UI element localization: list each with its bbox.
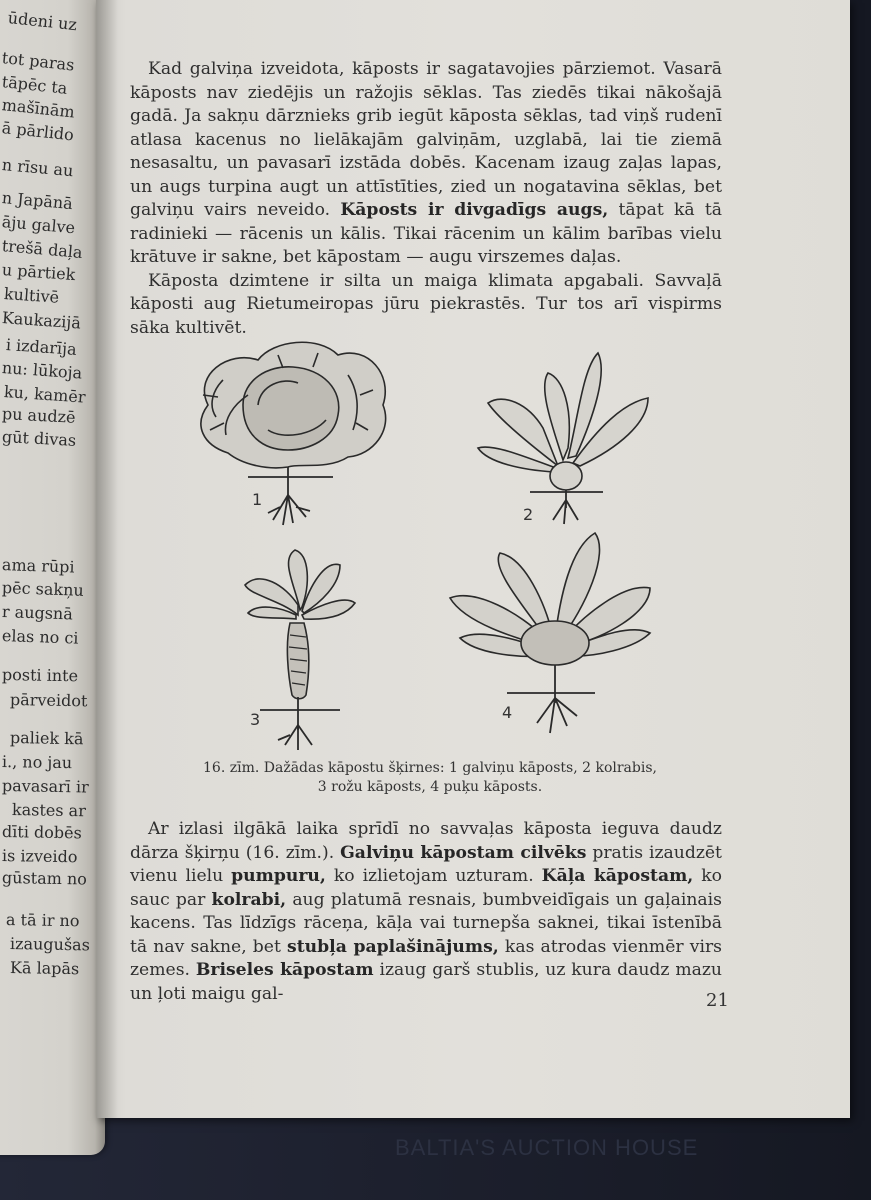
second-paragraph: Kāposta dzimtene ir silta un maiga klimata apgabali. Savvaļā kāposti aug Rietumeiropas jūru piekrastēs. Tur tos arī vispirms sāka kultivēt.: [130, 270, 722, 338]
kohlrabi-illustration: [468, 348, 663, 528]
bottom-text-4: ko sauc par: [130, 866, 723, 910]
figure-label-1: 1: [252, 490, 263, 509]
top-paragraph-end: tāpat kā tā radinieki — rācenis un kālis. Tikai rācenim un kālim barības vielu krātuve ir sakne, bet kāpostam — augu virszemes daļas.: [130, 200, 723, 267]
left-page-line: r augsnā: [1, 602, 74, 624]
left-page: [0, 0, 105, 1155]
bottom-bold-5: stubļa paplašinājums,: [287, 936, 499, 957]
left-page-line: ku, kamēr: [3, 382, 87, 407]
left-page-line: āju galve: [1, 212, 76, 238]
top-paragraph: [130, 58, 722, 340]
left-page-line: nu: lūkoja: [1, 358, 83, 383]
left-page-line: i., no jau: [1, 752, 73, 773]
bottom-bold-1: Galviņu kāpostam cilvēks: [340, 842, 587, 863]
bottom-text-1: Ar izlasi ilgākā laika sprīdī no savvaļas kāposta ieguva daudz dārza šķirņu (16. zīm.).: [130, 819, 722, 863]
bold-biennial-phrase: Kāposts ir divgadīgs augs,: [340, 200, 609, 220]
page-gutter-shadow: [96, 0, 118, 1118]
caption-line-1: 16. zīm. Dažādas kāpostu šķirnes: 1 galviņu kāposts, 2 kolrabis,: [203, 760, 657, 776]
left-page-line: tot paras: [1, 48, 76, 75]
left-page-line: trešā daļa: [1, 236, 84, 263]
left-page-line: mašīnām: [1, 95, 76, 122]
figure-label-2: 2: [523, 505, 534, 524]
left-page-line: pavasarī ir: [1, 776, 89, 797]
bottom-text-5: aug platumā resnais, bumbveidīgais un gaļainais kacens. Tas līdzīgs rāceņa, kāļa vai turnepša saknei, tikai īstenībā tā nav sakne, bet: [130, 889, 722, 957]
left-page-line: kastes ar: [11, 800, 86, 821]
left-page-line: gūt divas: [1, 427, 77, 450]
left-page-line: n rīsu au: [1, 155, 75, 181]
left-page-line: pu audzē: [1, 404, 77, 427]
left-page-line: pēc sakņu: [1, 578, 85, 600]
left-page-line: Kā lapās: [9, 958, 80, 979]
left-page-line: gūstam no: [1, 868, 88, 889]
left-page-line: elas no ci: [1, 626, 79, 648]
top-paragraph-text: Kad galviņa izveidota, kāposts ir sagatavojies pārziemot. Vasarā kāposts nav ziedējis un ražojis sēklas. Tas ziedēs tikai nākošajā gadā. Ja sakņu dārznieks grib iegūt kāposta sēklas, tad viņš rudenī atlasa kacenus no lielākajām galviņām, uzglabā, lai tie ziemā nesasaltu, un pavasarī izstāda dobēs. Kacenam izaug zaļas lapas, un augs turpina augt un attīstīties, zied un nogatavina sēklas, bet galviņu vairs neveido.: [130, 59, 722, 220]
bottom-text-6: kas atrodas vienmēr virs zemes.: [130, 936, 722, 980]
left-page-line: posti inte: [1, 665, 79, 686]
figure-label-3: 3: [250, 710, 261, 729]
figure-label-4: 4: [502, 703, 513, 722]
left-page-line: paliek kā: [9, 728, 84, 749]
left-page-line: ūdeni uz: [7, 8, 78, 35]
left-page-line: Kaukazijā: [1, 308, 82, 333]
page-number: 21: [706, 990, 729, 1011]
bottom-paragraph: [130, 818, 722, 1006]
bottom-text-3: ko izlietojam uzturam.: [333, 866, 534, 886]
caption-line-2: 3 rožu kāposts, 4 puķu kāposts.: [317, 779, 543, 795]
left-page-line: kultivē: [3, 284, 60, 307]
left-page-line: tāpēc ta: [1, 72, 69, 98]
bottom-bold-6: Briseles kāpostam: [195, 960, 374, 980]
left-page-line: u pārtiek: [1, 260, 77, 285]
left-page-line: a tā ir no: [5, 910, 80, 931]
left-page-line: is izveido: [1, 846, 78, 867]
cauliflower-illustration: [445, 528, 660, 748]
left-page-line: n Japānā: [1, 188, 74, 214]
left-page-line: pārveidot: [9, 690, 88, 711]
bottom-text-7: izaug garš stublis, uz kura daudz mazu un ļoti maigu gal-: [130, 960, 722, 1004]
bottom-bold-4: kolrabi,: [211, 889, 287, 910]
left-page-line: i izdarīja: [5, 335, 78, 359]
left-page-line: ā pārlido: [1, 118, 75, 145]
head-cabbage-illustration: [188, 335, 398, 535]
bottom-bold-3: Kāļa kāpostam,: [541, 866, 694, 886]
bottom-bold-2: pumpuru,: [231, 866, 326, 886]
background-watermark-text: BALTIA'S AUCTION HOUSE: [395, 1135, 699, 1160]
bottom-text-2: pratis izaudzēt vienu lielu: [130, 842, 722, 886]
left-page-line: dīti dobēs: [1, 822, 82, 843]
figure-caption: [150, 759, 710, 797]
left-page-line: izaugušas: [9, 934, 91, 955]
left-page-line: ama rūpi: [1, 555, 75, 577]
